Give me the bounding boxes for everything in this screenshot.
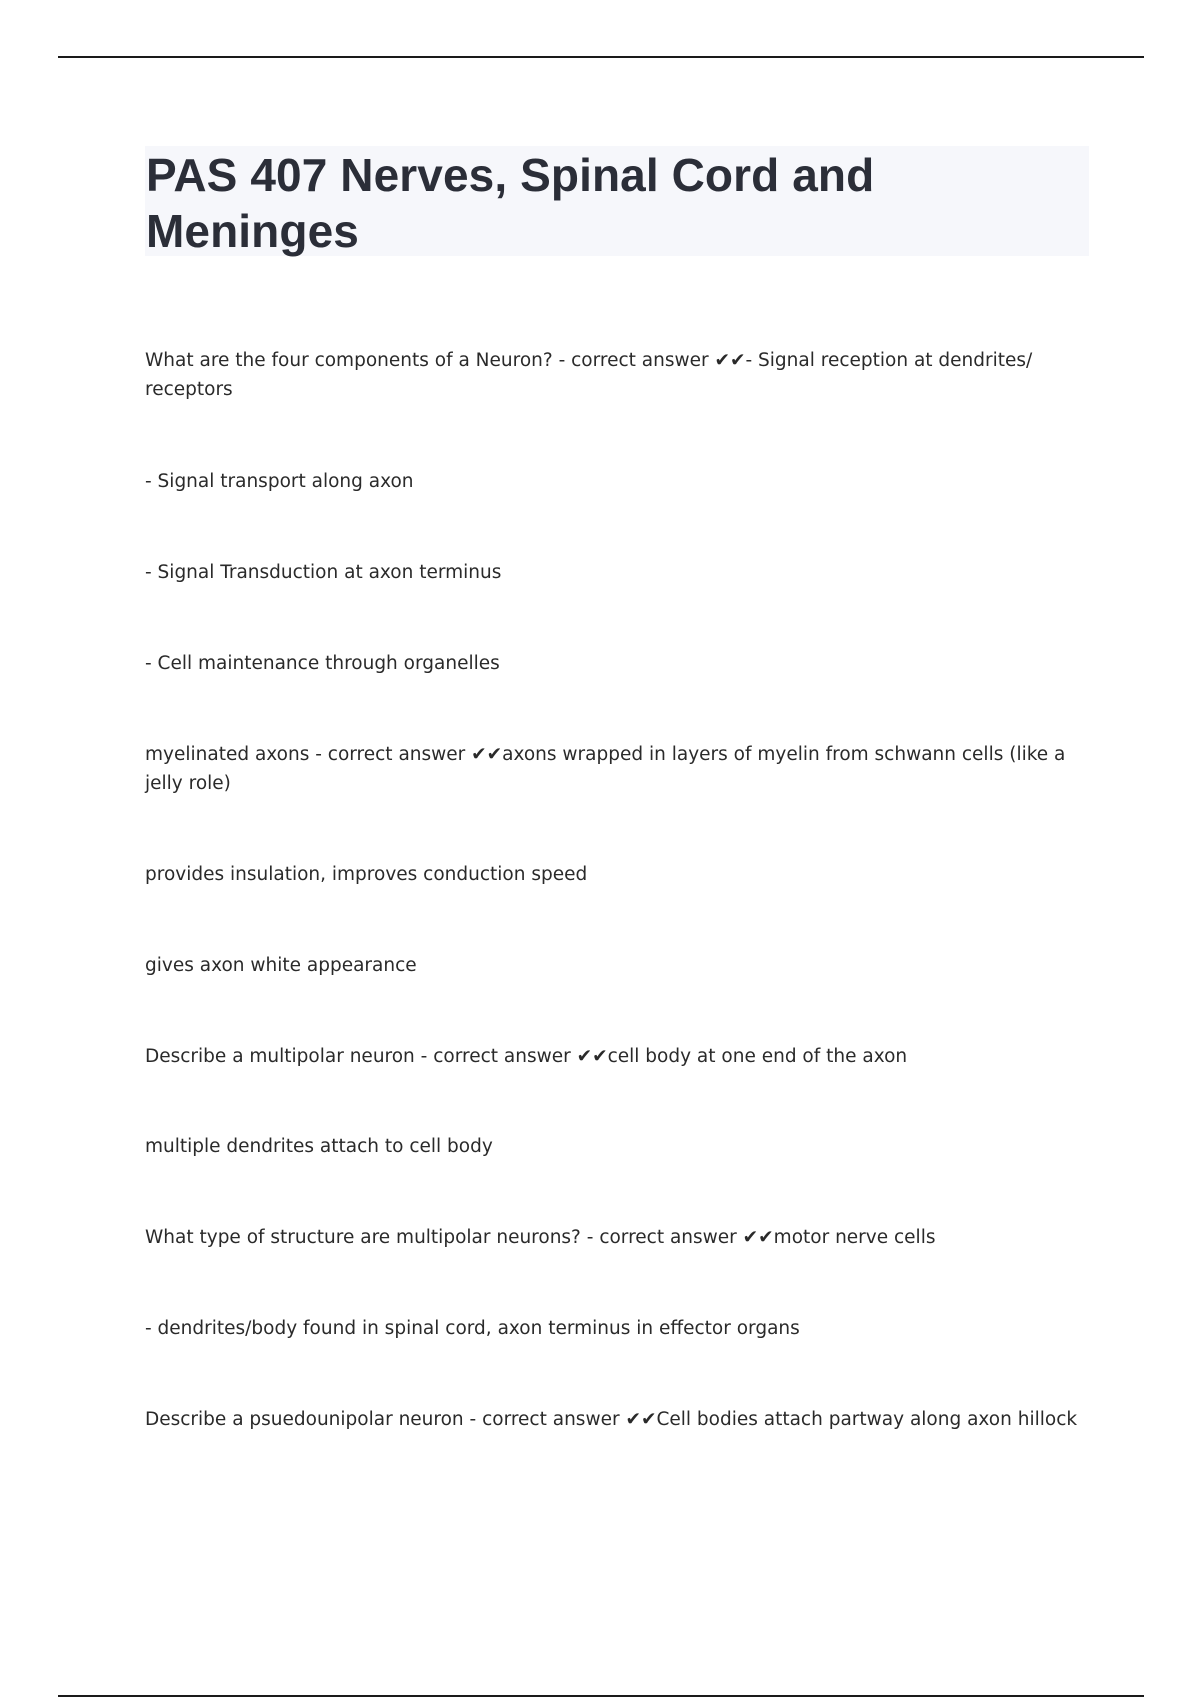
paragraph: What are the four components of a Neuron? - correct answer ✔✔- Signal reception at dendrites/ receptors bbox=[145, 350, 1033, 400]
paragraph: myelinated axons - correct answer ✔✔axons wrapped in layers of myelin from schwann cells (like a jelly role) bbox=[145, 744, 1066, 794]
paragraph: - Cell maintenance through organelles bbox=[145, 653, 500, 674]
title-banner bbox=[145, 146, 1089, 256]
paragraph: Describe a multipolar neuron - correct answer ✔✔cell body at one end of the axon bbox=[145, 1046, 908, 1067]
paragraph: What type of structure are multipolar neurons? - correct answer ✔✔motor nerve cells bbox=[145, 1227, 936, 1248]
paragraph: provides insulation, improves conduction speed bbox=[145, 864, 588, 885]
page-title: PAS 407 Nerves, Spinal Cord and Meninges bbox=[146, 149, 875, 257]
paragraph: gives axon white appearance bbox=[145, 955, 417, 976]
paragraph: Describe a psuedounipolar neuron - correct answer ✔✔Cell bodies attach partway along axon hillock bbox=[145, 1409, 1078, 1430]
paragraph: - Signal transport along axon bbox=[145, 471, 414, 492]
bottom-rule bbox=[58, 1695, 1144, 1697]
paragraph: - Signal Transduction at axon terminus bbox=[145, 562, 502, 583]
top-rule bbox=[58, 56, 1144, 58]
paragraph: multiple dendrites attach to cell body bbox=[145, 1136, 493, 1157]
paragraph: - dendrites/body found in spinal cord, axon terminus in effector organs bbox=[145, 1318, 800, 1339]
